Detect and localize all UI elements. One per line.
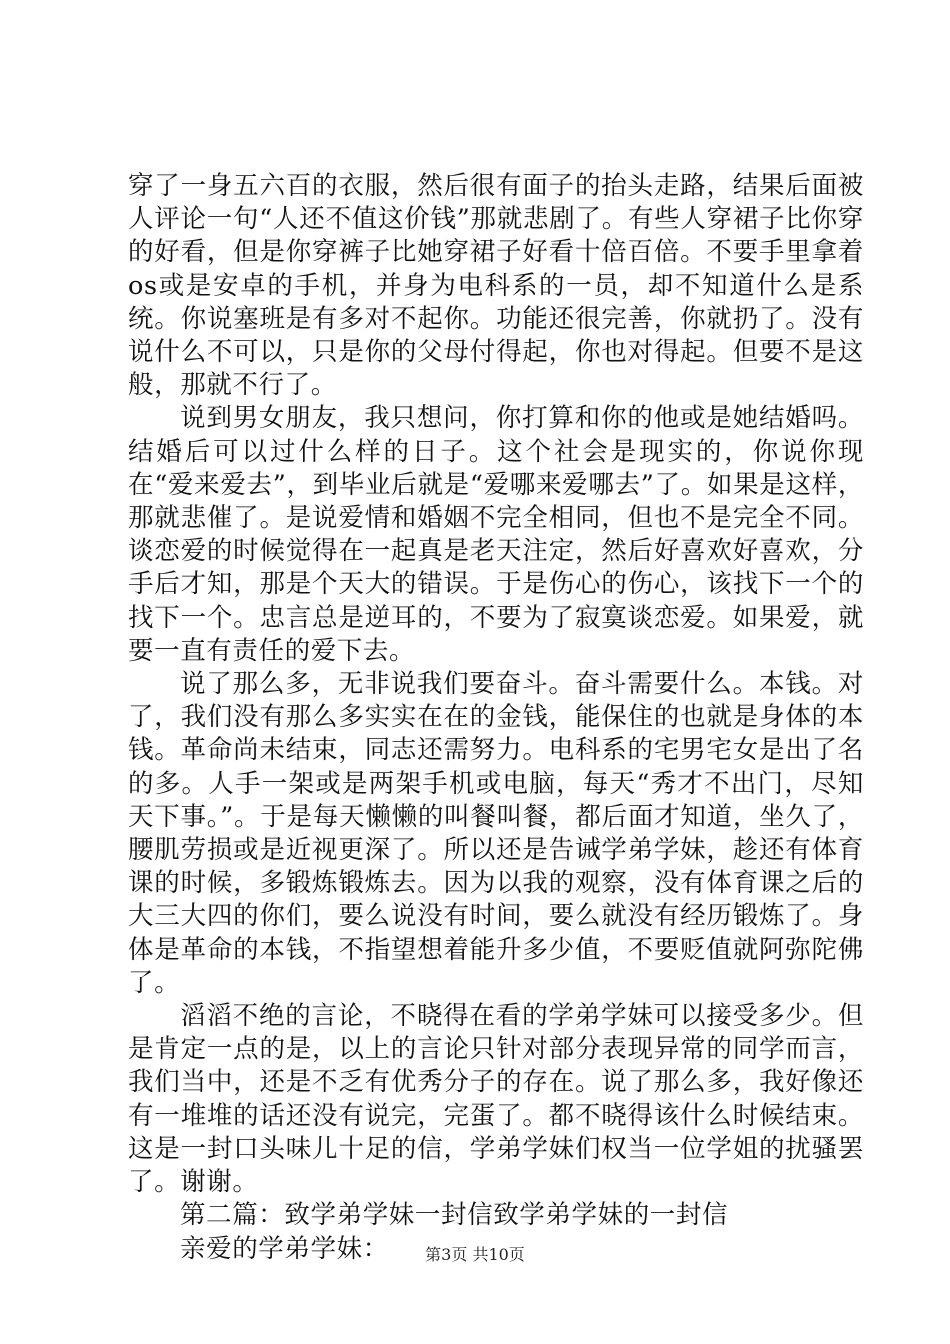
paragraph-4: 滔滔不绝的言论，不晓得在看的学弟学妹可以接受多少。但是肯定一点的是，以上的言论只针对部分表现异常的同学而言，我们当中，还是不乏有优秀分子的存在。说了那么多，我好像还有一堆堆的话还没有说完，完蛋了。都不晓得该什么时候结束。这是一封口头味儿十足的信，学弟学妹们权当一位学姐的扰骚罢了。谢谢。 bbox=[128, 1001, 864, 1198]
salutation: 亲爱的学弟学妹： bbox=[180, 1233, 389, 1264]
section-heading: 第二篇：致学弟学妹一封信致学弟学妹的一封信 bbox=[180, 1200, 729, 1231]
document-body bbox=[128, 170, 864, 1266]
paragraph-2: 说到男女朋友，我只想问，你打算和你的他或是她结婚吗。结婚后可以过什么样的日子。这个社会是现实的，你说你现在“爱来爱去”，到毕业后就是“爱哪来爱哪去”了。如果是这样，那就悲催了。是说爱情和婚姻不完全相同，但也不是完全不同。谈恋爱的时候觉得在一起真是老天注定，然后好喜欢好喜欢，分手后才知，那是个天大的错误。于是伤心的伤心，该找下一个的找下一个。忠言总是逆耳的，不要为了寂寞谈恋爱。如果爱，就要一直有责任的爱下去。 bbox=[128, 403, 864, 666]
paragraph-1: 穿了一身五六百的衣服，然后很有面子的抬头走路，结果后面被人评论一句“人还不值这价钱”那就悲剧了。有些人穿裙子比你穿的好看，但是你穿裤子比她穿裙子好看十倍百倍。不要手里拿着os或是安卓的手机，并身为电科系的一员，却不知道什么是系统。你说塞班是有多对不起你。功能还很完善，你就扔了。没有说什么不可以，只是你的父母付得起，你也对得起。但要不是这般，那就不行了。 bbox=[128, 171, 864, 401]
page-number-footer: 第3页 共10页 bbox=[425, 1245, 525, 1264]
paragraph-3: 说了那么多，无非说我们要奋斗。奋斗需要什么。本钱。对了，我们没有那么多实实在在的金钱，能保住的也就是身体的本钱。革命尚未结束，同志还需努力。电科系的宅男宅女是出了名的多。人手一架或是两架手机或电脑，每天“秀才不出门，尽知天下事。”。于是每天懒懒的叫餐叫餐，都后面才知道，坐久了，腰肌劳损或是近视更深了。所以还是告诫学弟学妹，趁还有体育课的时候，多锻炼锻炼去。因为以我的观察，没有体育课之后的大三大四的你们，要么说没有时间，要么就没有经历锻炼了。身体是革命的本钱，不指望想着能升多少值，不要贬值就阿弥陀佛了。 bbox=[128, 669, 864, 998]
